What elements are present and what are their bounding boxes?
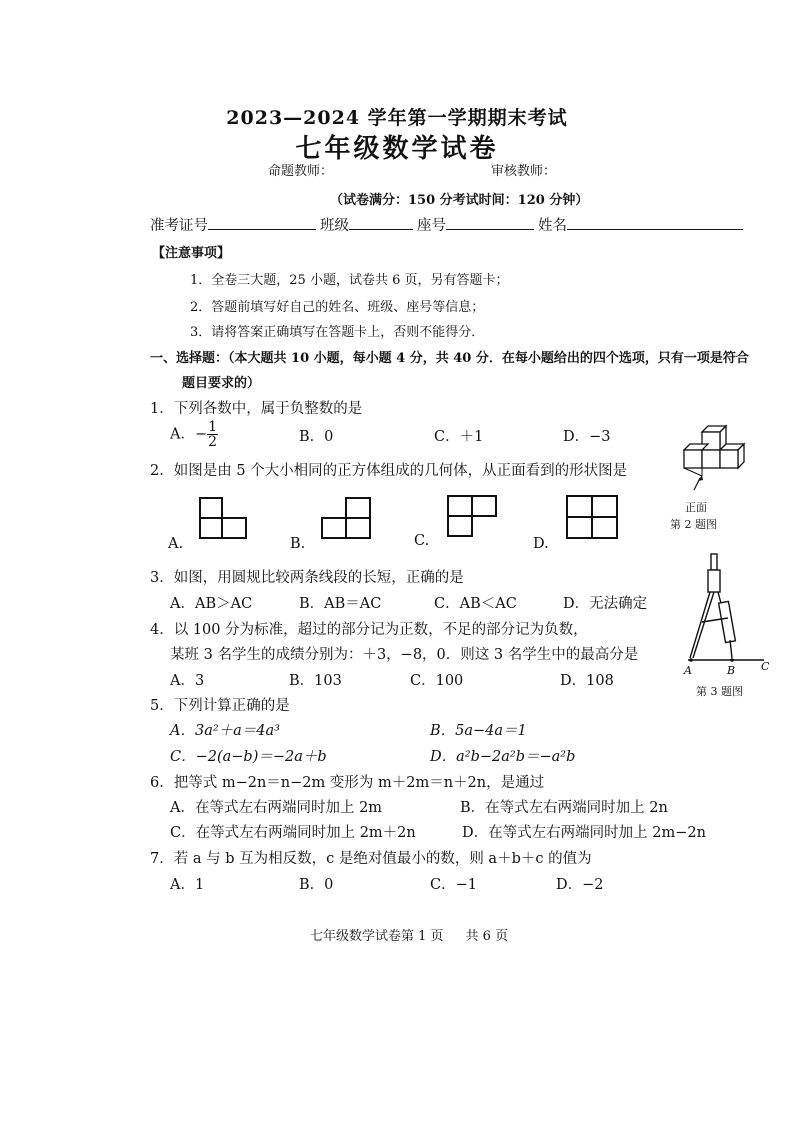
q6-option-a: A．在等式左右两端同时加上 2m bbox=[170, 800, 383, 816]
q6-option-d: D．在等式左右两端同时加上 2m−2n bbox=[462, 825, 706, 841]
class-label: 班级 bbox=[320, 218, 349, 234]
q6-stem: 6．把等式 m−2n＝n−2m 变形为 m＋2m＝n＋2n，是通过 bbox=[150, 775, 545, 791]
q2-option-a-shape bbox=[198, 496, 250, 542]
q5-option-c: C．−2(a−b)＝−2a＋b bbox=[170, 749, 327, 765]
exam-info: （试卷满分：150 分考试时间：120 分钟） bbox=[330, 193, 589, 208]
exam-title: 2023—2024 学年第一学期期末考试 bbox=[226, 107, 568, 129]
q2-option-c: C. bbox=[414, 533, 430, 549]
q5-option-b: B．5a−4a＝1 bbox=[430, 723, 527, 739]
q4-stem-cont: 某班 3 名学生的成绩分别为：＋3，−8，0．则这 3 名学生中的最高分是 bbox=[170, 647, 639, 663]
q2-option-c-shape bbox=[446, 494, 500, 540]
notes-heading: 【注意事项】 bbox=[152, 246, 231, 261]
note-item: 3．请将答案正确填写在答题卡上，否则不能得分． bbox=[190, 325, 485, 340]
note-item: 2．答题前填写好自己的姓名、班级、座号等信息； bbox=[190, 300, 485, 315]
q5-option-d: D．a²b−2a²b＝−a²b bbox=[430, 749, 576, 765]
q4-option-d: D．108 bbox=[560, 673, 614, 689]
seat-field[interactable] bbox=[446, 215, 534, 230]
q4-option-b: B．103 bbox=[289, 673, 342, 689]
q7-option-d: D．−2 bbox=[556, 877, 604, 893]
q1-option-d: D．−3 bbox=[563, 429, 611, 445]
q1-option-a: A．− $\frac{1}{2}$ bbox=[170, 419, 218, 450]
note-item: 1．全卷三大题，25 小题，试卷共 6 页，另有答题卡； bbox=[190, 273, 509, 288]
paper-title: 七年级数学试卷 bbox=[295, 134, 499, 164]
setter-label: 命题教师： bbox=[268, 164, 334, 179]
q2-option-d-shape bbox=[565, 494, 621, 542]
q2-option-d: D. bbox=[533, 536, 549, 552]
seat-label: 座号 bbox=[417, 218, 446, 234]
q5-option-a: A．3a²＋a＝4a³ bbox=[170, 723, 280, 739]
q6-option-c: C．在等式左右两端同时加上 2m＋2n bbox=[170, 825, 416, 841]
q5-stem: 5．下列计算正确的是 bbox=[150, 698, 290, 714]
q3-compass-figure bbox=[680, 552, 770, 672]
q3-option-b: B．AB＝AC bbox=[299, 596, 382, 612]
q4-option-c: C．100 bbox=[410, 673, 464, 689]
q3-option-d: D．无法确定 bbox=[563, 596, 648, 612]
q4-stem: 4．以 100 分为标准，超过的部分记为正数，不足的部分记为负数， bbox=[150, 622, 588, 638]
section1-heading-cont: 题目要求的） bbox=[182, 376, 261, 391]
section1-heading: 一、选择题：（本大题共 10 小题，每小题 4 分，共 40 分．在每小题给出的四个选项，只有一项是符合 bbox=[150, 351, 749, 366]
q3-fig-point-b: B bbox=[727, 664, 736, 677]
class-field[interactable] bbox=[349, 215, 413, 230]
q7-option-b: B．0 bbox=[299, 877, 334, 893]
q3-option-c: C．AB＜AC bbox=[434, 596, 517, 612]
name-field[interactable] bbox=[567, 215, 743, 230]
q6-option-b: B．在等式左右两端同时加上 2n bbox=[460, 800, 668, 816]
q2-fig-caption: 第 2 题图 bbox=[670, 518, 717, 531]
info-fields-row bbox=[150, 214, 743, 235]
q3-fig-point-c: C bbox=[761, 660, 770, 673]
name-label: 姓名 bbox=[538, 218, 567, 234]
reviewer-label: 审核教师： bbox=[491, 164, 557, 179]
q3-stem: 3．如图，用圆规比较两条线段的长短，正确的是 bbox=[150, 570, 464, 586]
q4-option-a: A．3 bbox=[170, 673, 205, 689]
footer-page-info: 七年级数学试卷第 1 页 共 6 页 bbox=[310, 929, 509, 944]
q1-stem: 1．下列各数中，属于负整数的是 bbox=[150, 401, 363, 417]
q2-option-a: A. bbox=[168, 536, 184, 552]
q3-fig-point-a: A bbox=[684, 664, 692, 677]
q1-option-c: C．＋1 bbox=[434, 429, 484, 445]
q7-option-c: C．−1 bbox=[430, 877, 477, 893]
fraction: $\frac{1}{2}$ bbox=[208, 419, 218, 450]
admission-label: 准考证号 bbox=[150, 218, 208, 234]
q3-fig-caption: 第 3 题图 bbox=[696, 685, 743, 698]
q2-stem: 2．如图是由 5 个大小相同的正方体组成的几何体，从正面看到的形状图是 bbox=[150, 463, 628, 479]
q1-option-b: B．0 bbox=[299, 429, 334, 445]
q2-cube-figure bbox=[680, 430, 750, 500]
q2-option-b-shape bbox=[320, 496, 374, 542]
q3-option-a: A．AB＞AC bbox=[170, 596, 253, 612]
q7-stem: 7．若 a 与 b 互为相反数，c 是绝对值最小的数，则 a＋b＋c 的值为 bbox=[150, 851, 592, 867]
q2-option-b: B. bbox=[290, 536, 306, 552]
admission-field[interactable] bbox=[208, 215, 316, 230]
q2-front-label: 正面 bbox=[685, 501, 707, 514]
q7-option-a: A．1 bbox=[170, 877, 205, 893]
